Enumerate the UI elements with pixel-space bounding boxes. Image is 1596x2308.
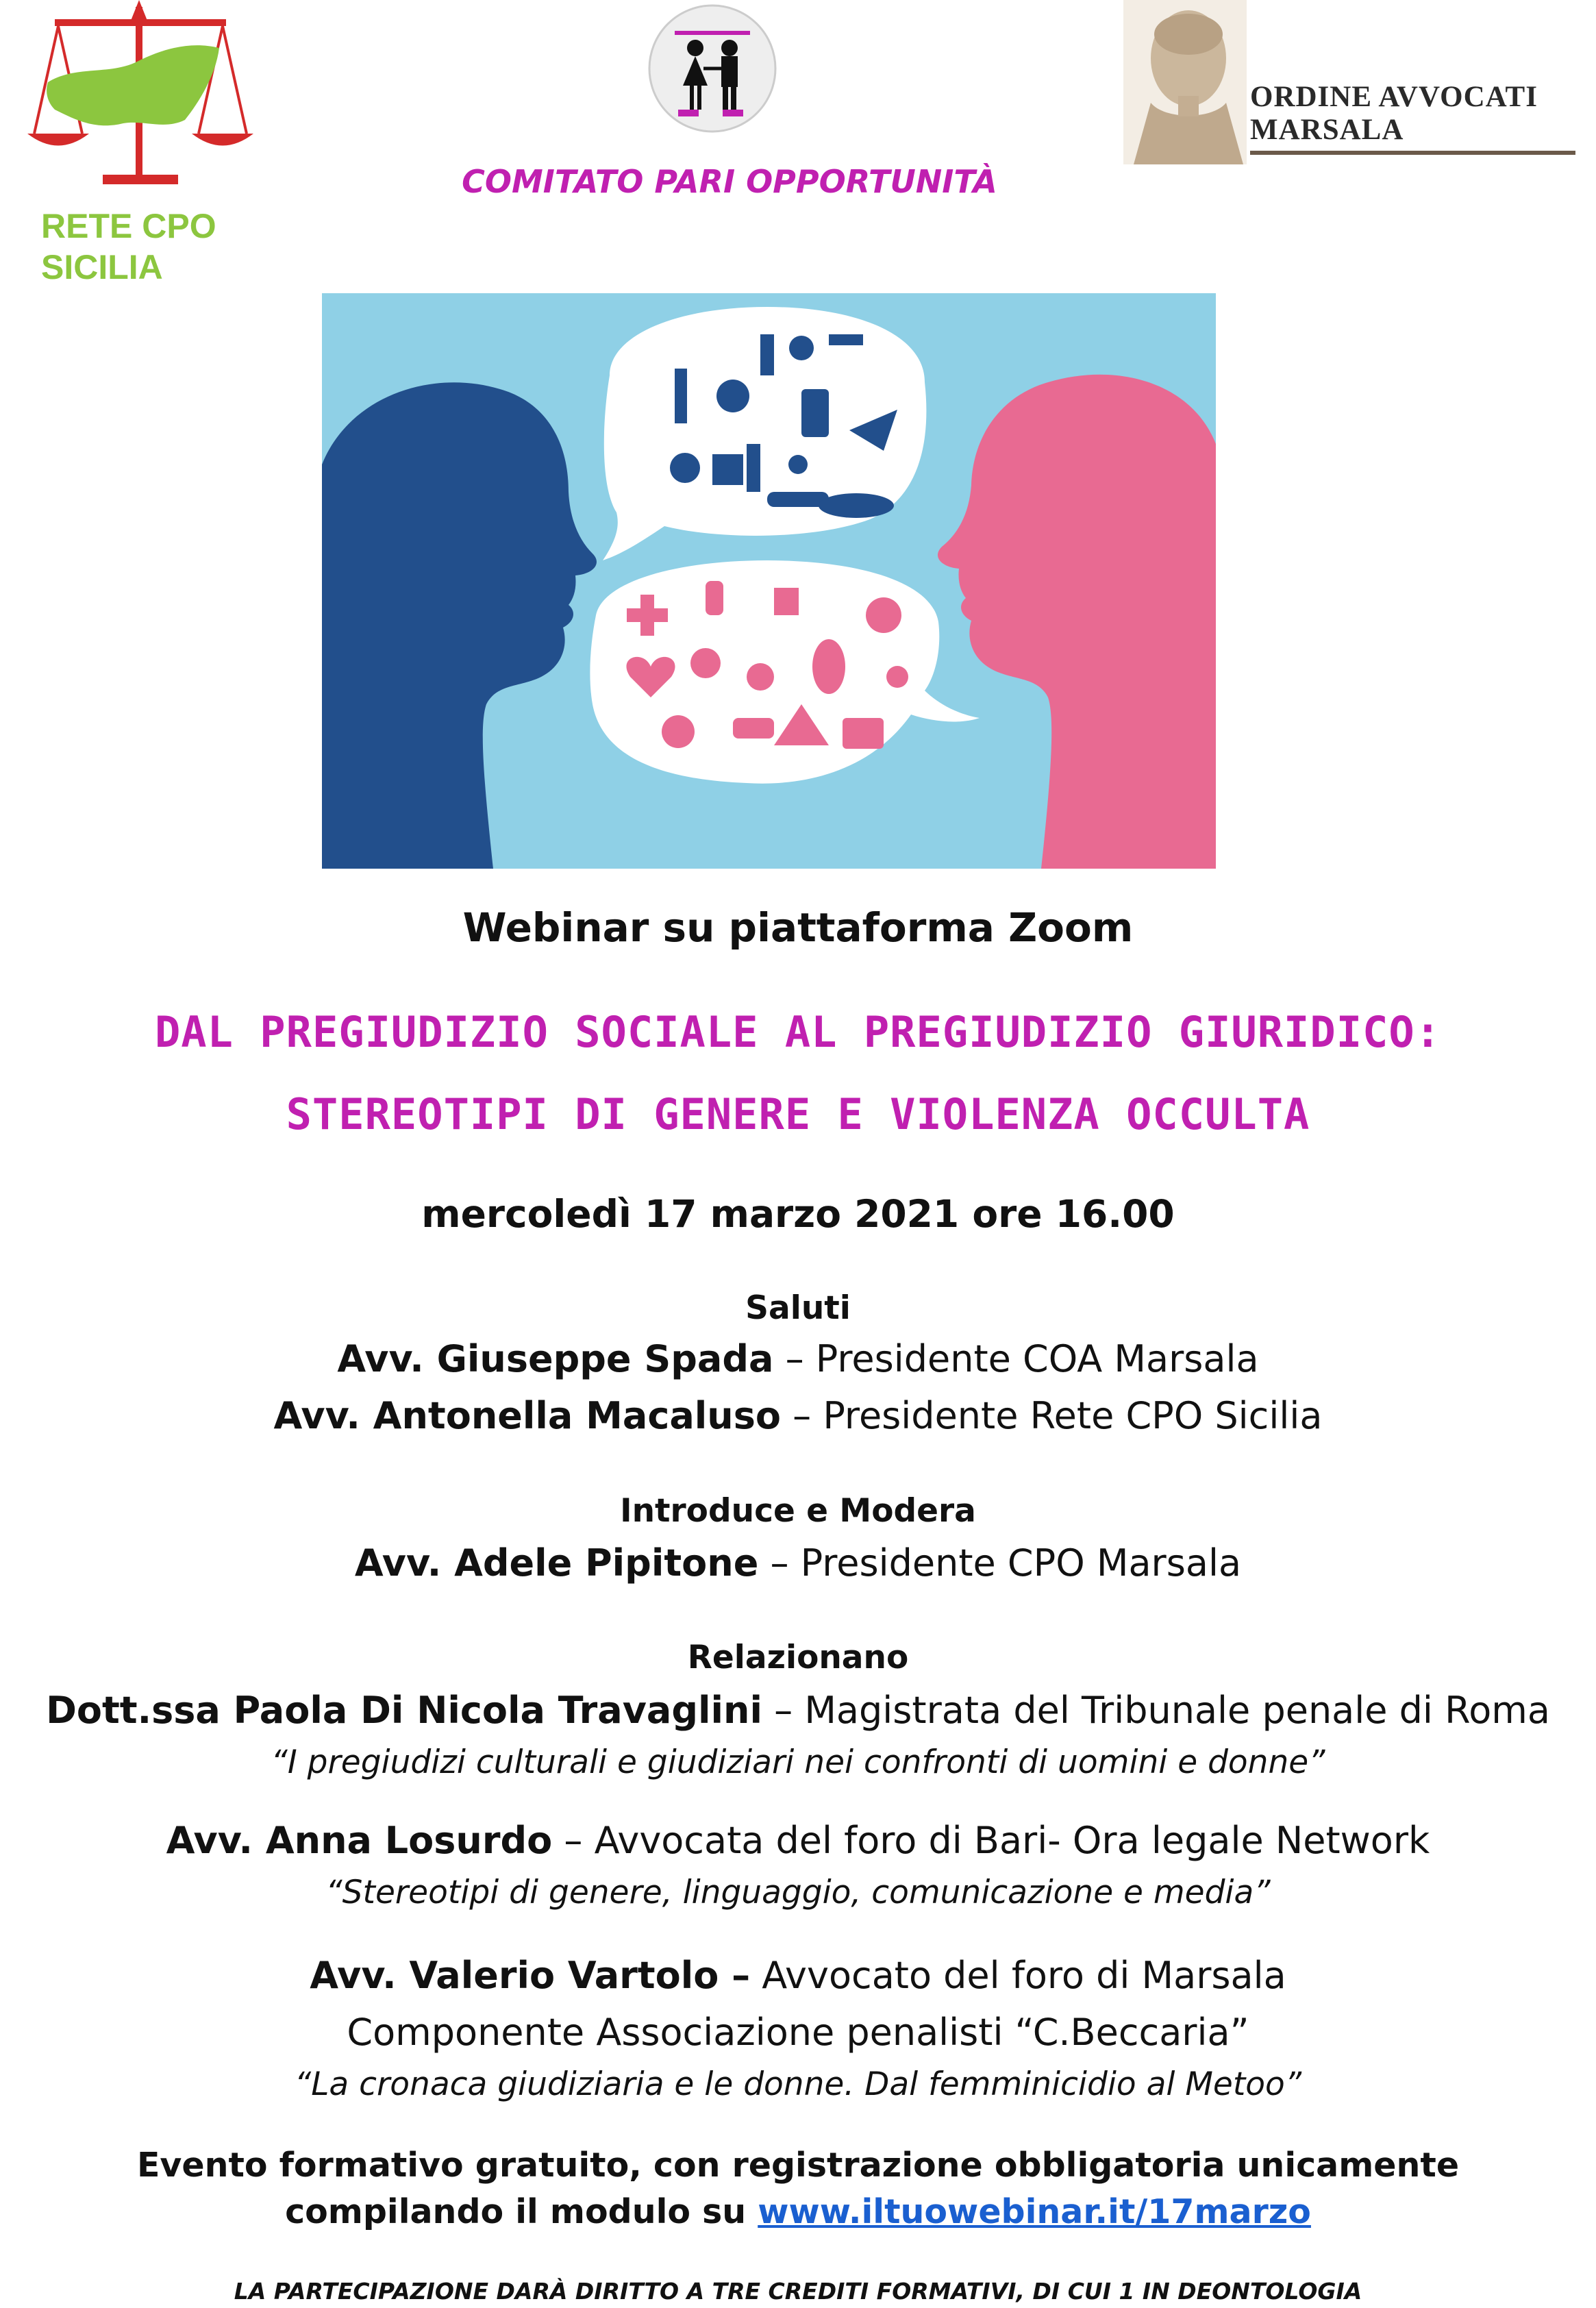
speaker-role: – Presidente COA Marsala [773,1337,1259,1380]
speaker-role: – Avvocata del foro di Bari- Ora legale Network [552,1819,1430,1862]
event-title-line-1: DAL PREGIUDIZIO SOCIALE AL PREGIUDIZIO GIURIDICO: [154,1007,1442,1057]
speaker-spada [0,1337,1596,1380]
speaker-losurdo [0,1819,1596,1862]
registration-prefix: compilando il modulo su [285,2192,758,2231]
saluti-label: Saluti [745,1289,851,1327]
ordine-avvocati-marsala-logo [1123,0,1575,164]
speaker-macaluso [0,1394,1596,1437]
credits-note: LA PARTECIPAZIONE DARÀ DIRITTO A TRE CREDITI FORMATIVI, DI CUI 1 IN DEONTOLOGIA [234,2278,1362,2305]
speaker-role: – Presidente Rete CPO Sicilia [780,1394,1323,1437]
speaker-name: Avv. Antonella Macaluso [273,1394,781,1437]
speaker-name: Avv. Anna Losurdo [166,1819,553,1862]
registration-link[interactable]: www.iltuowebinar.it/17marzo [758,2192,1311,2231]
bust-icon [1123,0,1247,164]
event-title-line-2: STEREOTIPI DI GENERE E VIOLENZA OCCULTA [286,1089,1310,1139]
speaker-name: Dott.ssa Paola Di Nicola Travaglini [46,1689,762,1732]
committee-title: COMITATO PARI OPPORTUNITÀ [462,163,997,200]
registration-note: Evento formativo gratuito, con registrazione obbligatoria unicamente [136,2146,1460,2185]
logo-underline [1250,151,1575,155]
ordine-avvocati-marsala-text: ORDINE AVVOCATI MARSALA [1250,81,1538,146]
talk-topic: “Stereotipi di genere, linguaggio, comunicazione e media” [325,1874,1271,1911]
rete-cpo-sicilia-logo-text: RETE CPO SICILIA [41,207,216,286]
speaker-vartolo [0,1954,1596,1997]
rete-cpo-sicilia-logo [27,0,253,301]
speaker-role: – Presidente CPO Marsala [758,1541,1242,1585]
speaker-name: Avv. Giuseppe Spada [337,1337,774,1380]
talk-topic: “La cronaca giudiziaria e le donne. Dal femminicidio al Metoo” [294,2065,1302,2103]
moderation-label: Introduce e Modera [620,1492,976,1530]
pari-opportunita-logo [647,0,777,137]
registration-line [0,2192,1596,2231]
talk-topic: “I pregiudizi culturali e giudiziari nei confronti di uomini e donne” [271,1744,1325,1781]
webinar-platform: Webinar su piattaforma Zoom [462,904,1134,951]
speaker-affiliation: Componente Associazione penalisti “C.Beccaria” [347,2011,1249,2054]
speaker-pipitone [0,1541,1596,1585]
talks-label: Relazionano [687,1639,909,1676]
gender-stereotypes-illustration [322,293,1216,869]
speaker-di-nicola-travaglini [0,1689,1596,1732]
speaker-name: Avv. Valerio Vartolo – [310,1954,751,1997]
speaker-role: – Magistrata del Tribunale penale di Roma [762,1689,1550,1732]
speaker-role: Avvocato del foro di Marsala [750,1954,1286,1997]
speaker-name: Avv. Adele Pipitone [354,1541,759,1585]
event-date: mercoledì 17 marzo 2021 ore 16.00 [421,1192,1175,1236]
